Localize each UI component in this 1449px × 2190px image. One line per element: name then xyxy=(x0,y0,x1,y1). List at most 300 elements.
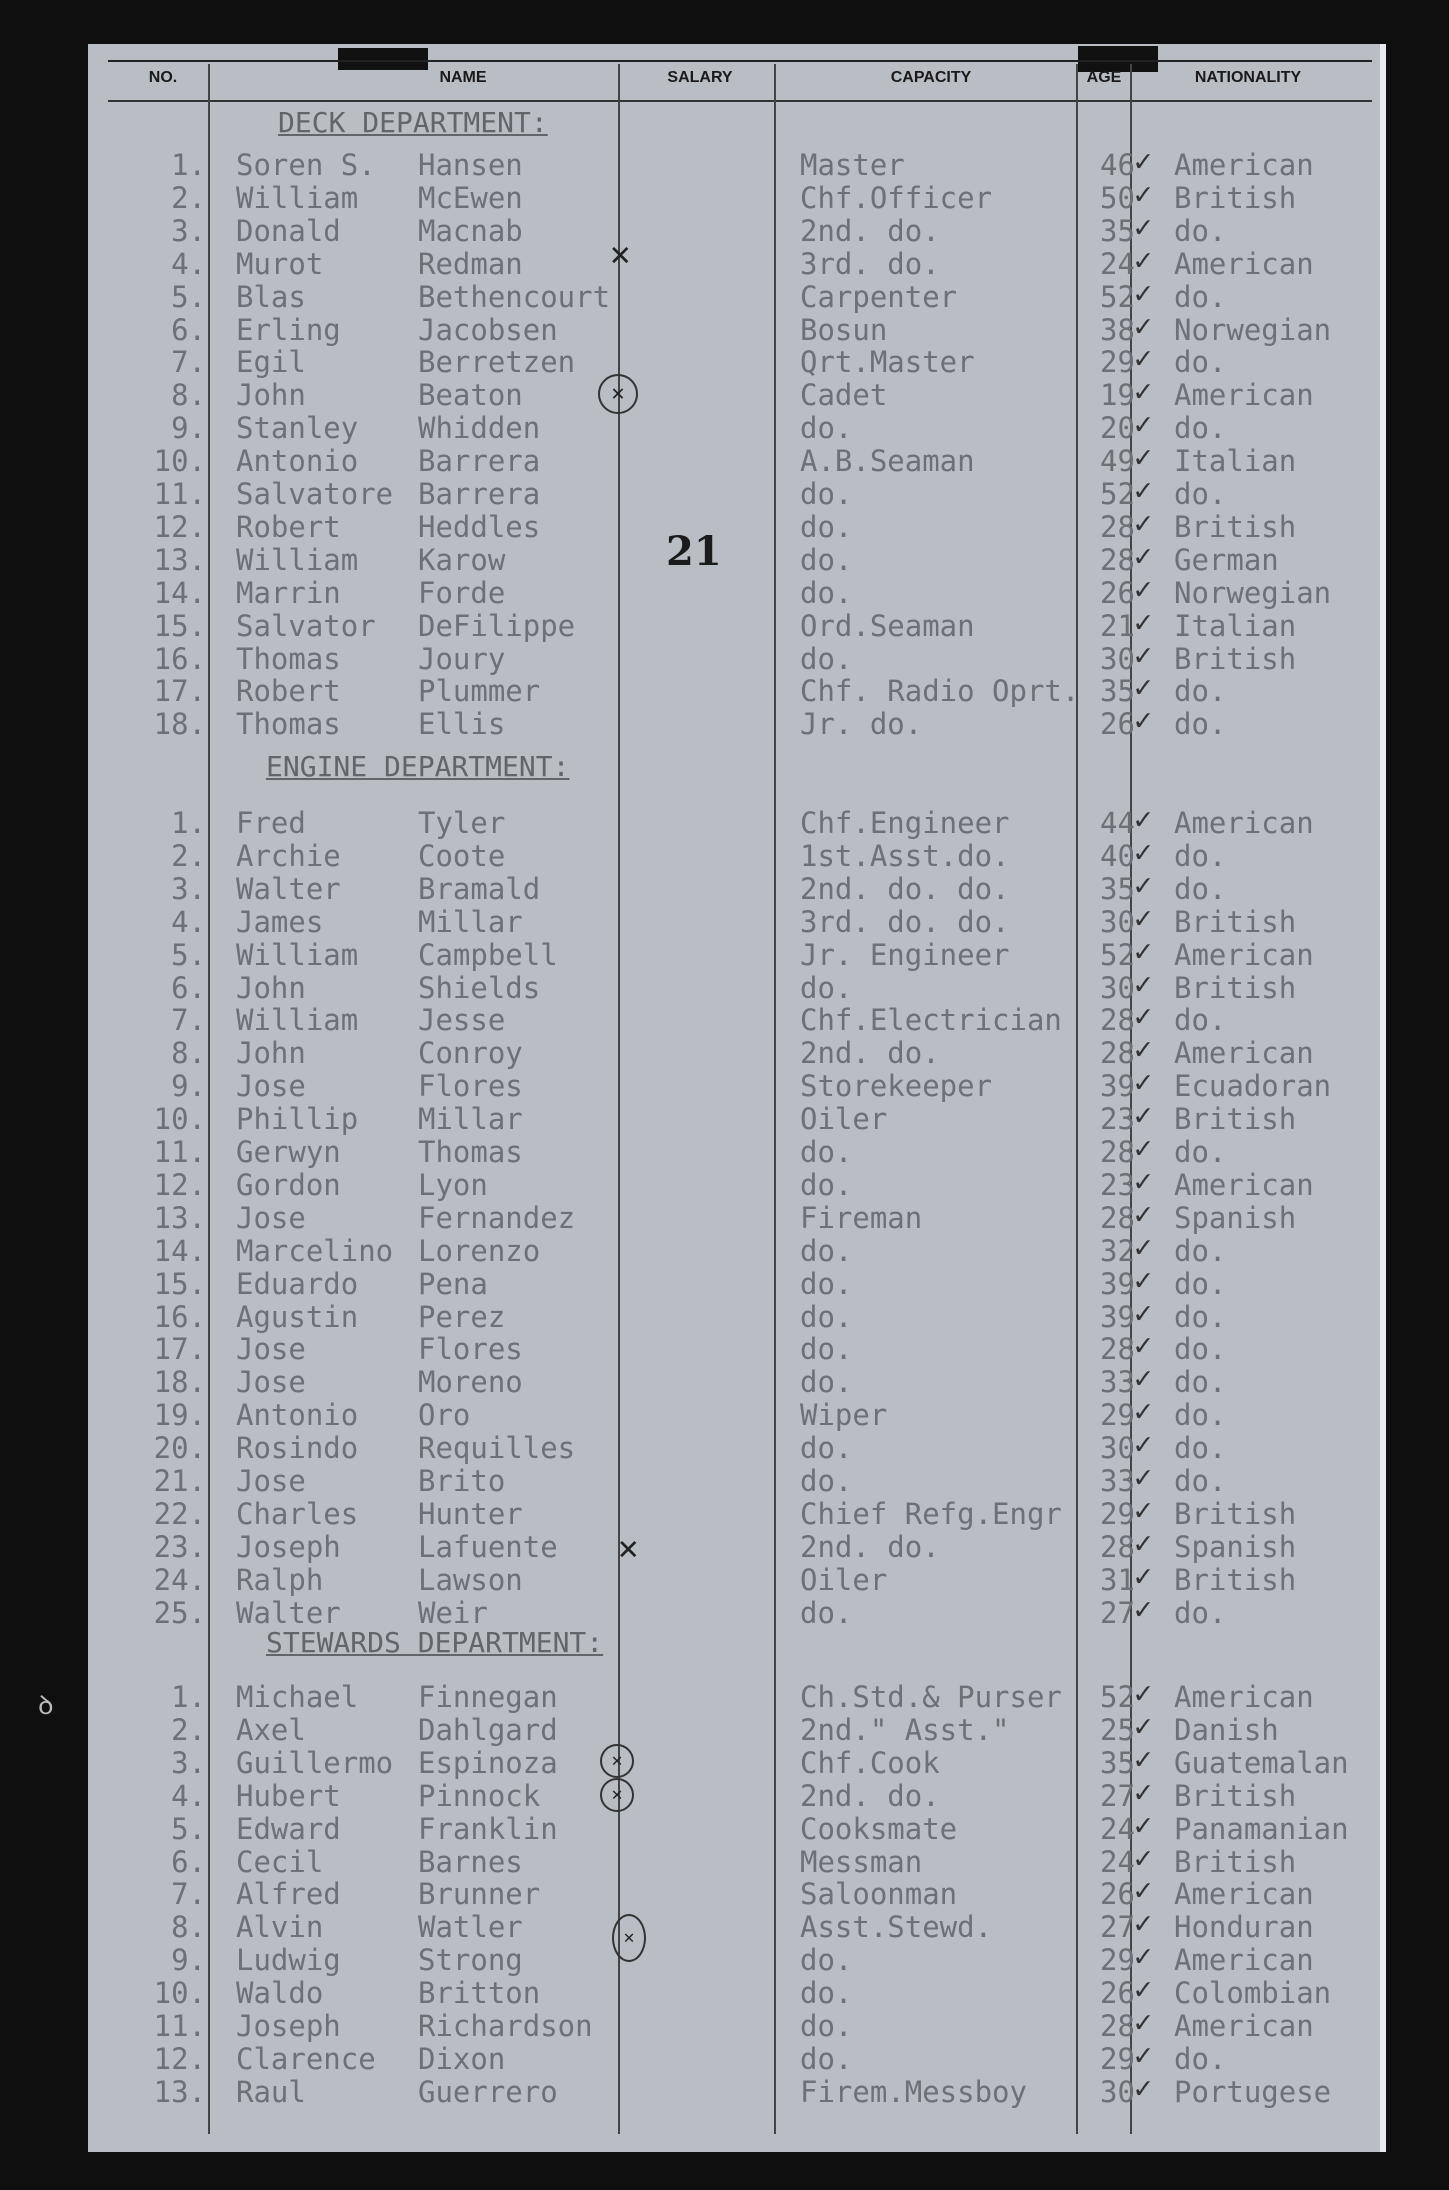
crew-age: 52 xyxy=(1100,279,1135,314)
crew-first-name: William xyxy=(236,180,359,215)
crew-age: 23 xyxy=(1100,1167,1135,1202)
check-mark-icon: ✓ xyxy=(1134,703,1153,739)
crew-capacity: Oiler xyxy=(800,1102,888,1137)
crew-age: 29 xyxy=(1100,2041,1135,2076)
crew-age: 39 xyxy=(1100,1266,1135,1301)
crew-age: 28 xyxy=(1100,1200,1135,1235)
crew-last-name: Karow xyxy=(418,542,506,577)
crew-first-name: Alfred xyxy=(236,1877,341,1912)
crew-first-name: James xyxy=(236,904,324,939)
check-mark-icon: ✓ xyxy=(1134,1708,1153,1744)
crew-nationality: American xyxy=(1174,1167,1314,1202)
check-mark-icon: ✓ xyxy=(1134,1295,1153,1331)
margin-mark: ꝺ xyxy=(38,1691,54,1721)
check-mark-icon: ✓ xyxy=(1134,1591,1153,1627)
crew-last-name: Barrera xyxy=(418,477,541,511)
crew-age: 26 xyxy=(1100,707,1135,742)
crew-number: 2. xyxy=(171,1712,206,1747)
crew-nationality: do. xyxy=(1174,1431,1227,1466)
department-title: STEWARDS DEPARTMENT: xyxy=(266,1626,604,1659)
crew-first-name: Axel xyxy=(236,1712,306,1747)
crew-first-name: Egil xyxy=(236,345,306,380)
crew-capacity: do. xyxy=(800,542,853,577)
crew-first-name: Agustin xyxy=(236,1299,359,1334)
crew-first-name: Stanley xyxy=(236,411,359,446)
crew-last-name: Jacobsen xyxy=(418,312,558,347)
cross-mark: ✕ xyxy=(618,1528,639,1568)
crew-age: 28 xyxy=(1100,1332,1135,1367)
crew-capacity: do. xyxy=(800,1233,853,1268)
crew-last-name: Ellis xyxy=(418,707,506,742)
crew-nationality: Guatemalan xyxy=(1174,1745,1349,1780)
crew-capacity: 2nd. do. xyxy=(800,1036,940,1071)
crew-number: 16. xyxy=(153,641,206,676)
crew-nationality: Honduran xyxy=(1174,1910,1314,1945)
crew-last-name: Joury xyxy=(418,641,506,676)
column-divider xyxy=(208,64,210,2134)
check-mark-icon: ✓ xyxy=(1134,670,1153,706)
check-mark-icon: ✓ xyxy=(1134,2070,1153,2106)
crew-last-name: Campbell xyxy=(418,937,558,972)
crew-age: 23 xyxy=(1100,1102,1135,1137)
crew-capacity: Jr. Engineer xyxy=(800,937,1010,972)
crew-nationality: do. xyxy=(1174,674,1227,709)
crew-age: 29 xyxy=(1100,1496,1135,1531)
check-mark-icon: ✓ xyxy=(1134,308,1153,344)
column-divider xyxy=(1076,64,1078,2134)
page-number: 21 xyxy=(666,528,722,575)
crew-capacity: do. xyxy=(800,575,853,610)
crew-first-name: Raul xyxy=(236,2074,306,2109)
crew-first-name: Edward xyxy=(236,1811,341,1846)
crew-first-name: Robert xyxy=(236,674,341,709)
check-mark-icon: ✓ xyxy=(1134,440,1153,476)
crew-number: 17. xyxy=(153,674,206,709)
crew-number: 3. xyxy=(171,871,206,906)
crew-number: 1. xyxy=(171,1680,206,1714)
crew-nationality: Danish xyxy=(1174,1712,1279,1747)
crew-number: 24. xyxy=(153,1562,206,1597)
crew-capacity: Asst.Stewd. xyxy=(800,1910,993,1945)
check-mark-icon: ✓ xyxy=(1134,1939,1153,1975)
check-mark-icon: ✓ xyxy=(1134,802,1153,837)
crew-age: 26 xyxy=(1100,575,1135,610)
crew-age: 29 xyxy=(1100,1398,1135,1433)
crew-last-name: Millar xyxy=(418,904,523,939)
crew-number: 10. xyxy=(153,1976,206,2011)
crew-last-name: Coote xyxy=(418,838,506,873)
check-mark-icon: ✓ xyxy=(1134,2005,1153,2040)
crew-capacity: Saloonman xyxy=(800,1877,958,1912)
crew-last-name: Whidden xyxy=(418,411,541,446)
crew-nationality: do. xyxy=(1174,707,1227,742)
check-mark-icon: ✓ xyxy=(1134,341,1153,377)
crew-capacity: 2nd. do. xyxy=(800,213,940,248)
crew-first-name: Michael xyxy=(236,1680,359,1714)
crew-first-name: Joseph xyxy=(236,1529,341,1564)
crew-age: 50 xyxy=(1100,180,1135,215)
check-mark-icon: ✓ xyxy=(1134,1774,1153,1810)
crew-nationality: British xyxy=(1174,509,1297,544)
crew-nationality: British xyxy=(1174,641,1297,676)
crew-capacity: do. xyxy=(800,2041,853,2076)
crew-number: 6. xyxy=(171,970,206,1005)
crew-first-name: Guillermo xyxy=(236,1745,394,1780)
crew-nationality: American xyxy=(1174,1680,1314,1714)
crew-last-name: Guerrero xyxy=(418,2074,558,2109)
crew-number: 3. xyxy=(171,1745,206,1780)
circled-x-mark: ✕ xyxy=(598,374,638,414)
check-mark-icon: ✓ xyxy=(1134,407,1153,443)
crew-first-name: Eduardo xyxy=(236,1266,359,1301)
crew-number: 16. xyxy=(153,1299,206,1334)
crew-age: 30 xyxy=(1100,641,1135,676)
crew-age: 39 xyxy=(1100,1069,1135,1104)
crew-first-name: Salvatore xyxy=(236,477,394,511)
crew-nationality: American xyxy=(1174,378,1314,413)
header-salary: SALARY xyxy=(667,69,733,86)
crew-capacity: 2nd. do. do. xyxy=(800,871,1010,906)
crew-first-name: Erling xyxy=(236,312,341,347)
crew-first-name: Marrin xyxy=(236,575,341,610)
crew-nationality: do. xyxy=(1174,1595,1227,1630)
crew-nationality: British xyxy=(1174,1844,1297,1879)
crew-number: 12. xyxy=(153,1167,206,1202)
crew-capacity: 3rd. do. xyxy=(800,246,940,281)
crew-first-name: Murot xyxy=(236,246,324,281)
crew-age: 30 xyxy=(1100,904,1135,939)
crew-number: 19. xyxy=(153,1398,206,1433)
check-mark-icon: ✓ xyxy=(1134,275,1153,311)
header-no: NO. xyxy=(148,69,178,86)
check-mark-icon: ✓ xyxy=(1134,999,1153,1035)
crew-last-name: Britton xyxy=(418,1976,541,2011)
crew-last-name: Requilles xyxy=(418,1431,576,1466)
crew-first-name: Archie xyxy=(236,838,341,873)
crew-capacity: do. xyxy=(800,1266,853,1301)
crew-last-name: Bethencourt xyxy=(418,279,611,314)
crew-nationality: American xyxy=(1174,246,1314,281)
crew-number: 11. xyxy=(153,1135,206,1169)
crew-capacity: Firem.Messboy xyxy=(800,2074,1027,2109)
crew-age: 24 xyxy=(1100,246,1135,281)
crew-last-name: Fernandez xyxy=(418,1200,576,1235)
circled-x-mark: ✕ xyxy=(600,1744,634,1778)
crew-number: 6. xyxy=(171,312,206,347)
crew-last-name: Jesse xyxy=(418,1003,506,1038)
crew-last-name: Shields xyxy=(418,970,541,1005)
crew-nationality: American xyxy=(1174,1036,1314,1071)
header-name: NAME xyxy=(439,69,487,86)
crew-last-name: Barrera xyxy=(418,444,541,479)
crew-capacity: Cooksmate xyxy=(800,1811,958,1846)
department-title: ENGINE DEPARTMENT: xyxy=(266,750,570,783)
crew-nationality: do. xyxy=(1174,1266,1227,1301)
crew-capacity: Chf.Officer xyxy=(800,180,993,215)
crew-nationality: do. xyxy=(1174,1365,1227,1400)
crew-age: 28 xyxy=(1100,1003,1135,1038)
crew-capacity: 2nd." Asst." xyxy=(800,1712,1010,1747)
circled-x-mark: ✕ xyxy=(612,1914,646,1962)
crew-nationality: British xyxy=(1174,904,1297,939)
crew-age: 28 xyxy=(1100,1529,1135,1564)
crew-number: 14. xyxy=(153,1233,206,1268)
crew-nationality: Portugese xyxy=(1174,2074,1332,2109)
crew-nationality: German xyxy=(1174,542,1279,577)
crew-nationality: Spanish xyxy=(1174,1200,1297,1235)
check-mark-icon: ✓ xyxy=(1134,604,1153,640)
crew-first-name: Alvin xyxy=(236,1910,324,1945)
crew-last-name: Berretzen xyxy=(418,345,576,380)
crew-last-name: Tyler xyxy=(418,806,506,840)
crew-capacity: Qrt.Master xyxy=(800,345,975,380)
crew-capacity: do. xyxy=(800,1431,853,1466)
check-mark-icon: ✓ xyxy=(1134,1427,1153,1463)
crew-first-name: Gerwyn xyxy=(236,1135,341,1169)
crew-age: 29 xyxy=(1100,345,1135,380)
crew-capacity: do. xyxy=(800,641,853,676)
crew-capacity: do. xyxy=(800,477,853,511)
check-mark-icon: ✓ xyxy=(1134,1972,1153,2008)
crew-capacity: 3rd. do. do. xyxy=(800,904,1010,939)
crew-nationality: Norwegian xyxy=(1174,575,1332,610)
crew-nationality: American xyxy=(1174,1943,1314,1978)
crew-nationality: Italian xyxy=(1174,608,1297,643)
crew-number: 13. xyxy=(153,1200,206,1235)
crew-number: 5. xyxy=(171,937,206,972)
crew-capacity: Chief Refg.Engr xyxy=(800,1496,1062,1531)
document-sheet xyxy=(88,44,1386,2152)
crew-last-name: Franklin xyxy=(418,1811,558,1846)
crew-nationality: American xyxy=(1174,2009,1314,2043)
crew-last-name: Beaton xyxy=(418,378,523,413)
crew-capacity: do. xyxy=(800,1365,853,1400)
crew-number: 23. xyxy=(153,1529,206,1564)
check-mark-icon: ✓ xyxy=(1134,1525,1153,1561)
check-mark-icon: ✓ xyxy=(1134,966,1153,1002)
crew-number: 2. xyxy=(171,180,206,215)
crew-age: 21 xyxy=(1100,608,1135,643)
crew-nationality: do. xyxy=(1174,1003,1227,1038)
crew-nationality: do. xyxy=(1174,477,1227,511)
crew-last-name: Hunter xyxy=(418,1496,523,1531)
crew-capacity: Messman xyxy=(800,1844,923,1879)
crew-age: 27 xyxy=(1100,1910,1135,1945)
crew-last-name: Plummer xyxy=(418,674,541,709)
crew-last-name: Oro xyxy=(418,1398,471,1433)
crew-last-name: Redman xyxy=(418,246,523,281)
crew-capacity: Chf.Cook xyxy=(800,1745,940,1780)
crew-first-name: Donald xyxy=(236,213,341,248)
crew-capacity: do. xyxy=(800,1167,853,1202)
check-mark-icon: ✓ xyxy=(1134,637,1153,673)
check-mark-icon: ✓ xyxy=(1134,1065,1153,1101)
check-mark-icon: ✓ xyxy=(1134,1262,1153,1298)
crew-last-name: Dixon xyxy=(418,2041,506,2076)
crew-nationality: do. xyxy=(1174,345,1227,380)
crew-number: 9. xyxy=(171,411,206,446)
crew-last-name: Finnegan xyxy=(418,1680,558,1714)
crew-age: 31 xyxy=(1100,1562,1135,1597)
crew-number: 7. xyxy=(171,1003,206,1038)
crew-first-name: Thomas xyxy=(236,641,341,676)
crew-first-name: William xyxy=(236,937,359,972)
check-mark-icon: ✓ xyxy=(1134,1558,1153,1594)
crew-nationality: Colombian xyxy=(1174,1976,1332,2011)
crew-first-name: Soren S. xyxy=(236,148,376,182)
crew-last-name: Lawson xyxy=(418,1562,523,1597)
crew-number: 20. xyxy=(153,1431,206,1466)
crew-age: 28 xyxy=(1100,2009,1135,2043)
crew-age: 24 xyxy=(1100,1811,1135,1846)
crew-capacity: do. xyxy=(800,411,853,446)
crew-number: 22. xyxy=(153,1496,206,1531)
crew-first-name: Jose xyxy=(236,1365,306,1400)
crew-nationality: Spanish xyxy=(1174,1529,1297,1564)
crew-last-name: Brunner xyxy=(418,1877,541,1912)
crew-age: 40 xyxy=(1100,838,1135,873)
crew-number: 1. xyxy=(171,148,206,182)
crew-first-name: Jose xyxy=(236,1069,306,1104)
crew-number: 21. xyxy=(153,1464,206,1498)
crew-capacity: Wiper xyxy=(800,1398,888,1433)
crew-number: 3. xyxy=(171,213,206,248)
crew-age: 32 xyxy=(1100,1233,1135,1268)
crew-last-name: Lorenzo xyxy=(418,1233,541,1268)
crew-capacity: do. xyxy=(800,1464,853,1498)
check-mark-icon: ✓ xyxy=(1134,1807,1153,1843)
crew-age: 27 xyxy=(1100,1778,1135,1813)
crew-nationality: American xyxy=(1174,148,1314,182)
crew-first-name: Walter xyxy=(236,871,341,906)
crew-age: 52 xyxy=(1100,937,1135,972)
crew-number: 2. xyxy=(171,838,206,873)
crew-number: 5. xyxy=(171,1811,206,1846)
crew-last-name: McEwen xyxy=(418,180,523,215)
crew-age: 38 xyxy=(1100,312,1135,347)
crew-capacity: Ord.Seaman xyxy=(800,608,975,643)
header-nationality: NATIONALITY xyxy=(1194,69,1302,86)
crew-number: 15. xyxy=(153,608,206,643)
crew-capacity: Oiler xyxy=(800,1562,888,1597)
cross-mark: ✕ xyxy=(610,234,631,274)
crew-age: 29 xyxy=(1100,1943,1135,1978)
crew-age: 28 xyxy=(1100,1036,1135,1071)
crew-age: 30 xyxy=(1100,970,1135,1005)
crew-first-name: Antonio xyxy=(236,1398,359,1433)
crew-age: 28 xyxy=(1100,509,1135,544)
crew-age: 35 xyxy=(1100,213,1135,248)
crew-nationality: American xyxy=(1174,1877,1314,1912)
circled-x-mark: ✕ xyxy=(600,1778,634,1812)
crew-nationality: do. xyxy=(1174,838,1227,873)
check-mark-icon: ✓ xyxy=(1134,1676,1153,1711)
crew-first-name: William xyxy=(236,1003,359,1038)
crew-capacity: Carpenter xyxy=(800,279,958,314)
crew-capacity: Bosun xyxy=(800,312,888,347)
crew-age: 52 xyxy=(1100,1680,1135,1714)
crew-last-name: Moreno xyxy=(418,1365,523,1400)
crew-number: 15. xyxy=(153,1266,206,1301)
crew-first-name: John xyxy=(236,378,306,413)
crew-nationality: do. xyxy=(1174,1233,1227,1268)
crew-number: 18. xyxy=(153,707,206,742)
crew-capacity: do. xyxy=(800,2009,853,2043)
crew-number: 12. xyxy=(153,509,206,544)
crew-last-name: Richardson xyxy=(418,2009,593,2043)
check-mark-icon: ✓ xyxy=(1134,1906,1153,1942)
crew-last-name: Weir xyxy=(418,1595,488,1630)
crew-first-name: Phillip xyxy=(236,1102,359,1137)
crew-number: 8. xyxy=(171,1910,206,1945)
crew-last-name: Espinoza xyxy=(418,1745,558,1780)
crew-age: 49 xyxy=(1100,444,1135,479)
crew-first-name: Hubert xyxy=(236,1778,341,1813)
crew-last-name: Strong xyxy=(418,1943,523,1978)
header-age: AGE xyxy=(1086,69,1122,86)
crew-number: 8. xyxy=(171,378,206,413)
crew-number: 4. xyxy=(171,904,206,939)
crew-age: 35 xyxy=(1100,674,1135,709)
crew-first-name: Charles xyxy=(236,1496,359,1531)
crew-last-name: Bramald xyxy=(418,871,541,906)
crew-nationality: Ecuadoran xyxy=(1174,1069,1332,1104)
crew-capacity: do. xyxy=(800,509,853,544)
column-divider xyxy=(774,64,776,2134)
crew-first-name: Joseph xyxy=(236,2009,341,2043)
crew-first-name: Fred xyxy=(236,806,306,840)
check-mark-icon: ✓ xyxy=(1134,176,1153,212)
crew-first-name: John xyxy=(236,970,306,1005)
crew-last-name: Pinnock xyxy=(418,1778,541,1813)
crew-number: 10. xyxy=(153,444,206,479)
crew-age: 27 xyxy=(1100,1595,1135,1630)
crew-capacity: Master xyxy=(800,148,905,182)
crew-capacity: Jr. do. xyxy=(800,707,923,742)
crew-age: 30 xyxy=(1100,1431,1135,1466)
crew-first-name: Rosindo xyxy=(236,1431,359,1466)
crew-number: 6. xyxy=(171,1844,206,1879)
check-mark-icon: ✓ xyxy=(1134,1098,1153,1134)
crew-first-name: William xyxy=(236,542,359,577)
crew-last-name: Lafuente xyxy=(418,1529,558,1564)
check-mark-icon: ✓ xyxy=(1134,1032,1153,1068)
crew-age: 39 xyxy=(1100,1299,1135,1334)
crew-number: 1. xyxy=(171,806,206,840)
crew-capacity: do. xyxy=(800,1332,853,1367)
crew-number: 17. xyxy=(153,1332,206,1367)
crew-nationality: British xyxy=(1174,1562,1297,1597)
crew-age: 19 xyxy=(1100,378,1135,413)
crew-first-name: Blas xyxy=(236,279,306,314)
crew-age: 30 xyxy=(1100,2074,1135,2109)
crew-nationality: Panamanian xyxy=(1174,1811,1349,1846)
crew-nationality: British xyxy=(1174,1496,1297,1531)
crew-last-name: Hansen xyxy=(418,148,523,182)
crew-first-name: Salvator xyxy=(236,608,376,643)
check-mark-icon: ✓ xyxy=(1134,473,1153,508)
crew-number: 9. xyxy=(171,1943,206,1978)
crew-last-name: DeFilippe xyxy=(418,608,576,643)
crew-first-name: Jose xyxy=(236,1200,306,1235)
check-mark-icon: ✓ xyxy=(1134,1196,1153,1232)
crew-number: 12. xyxy=(153,2041,206,2076)
crew-number: 25. xyxy=(153,1595,206,1630)
crew-capacity: do. xyxy=(800,1976,853,2011)
check-mark-icon: ✓ xyxy=(1134,1460,1153,1495)
check-mark-icon: ✓ xyxy=(1134,1394,1153,1430)
crew-age: 44 xyxy=(1100,806,1135,840)
